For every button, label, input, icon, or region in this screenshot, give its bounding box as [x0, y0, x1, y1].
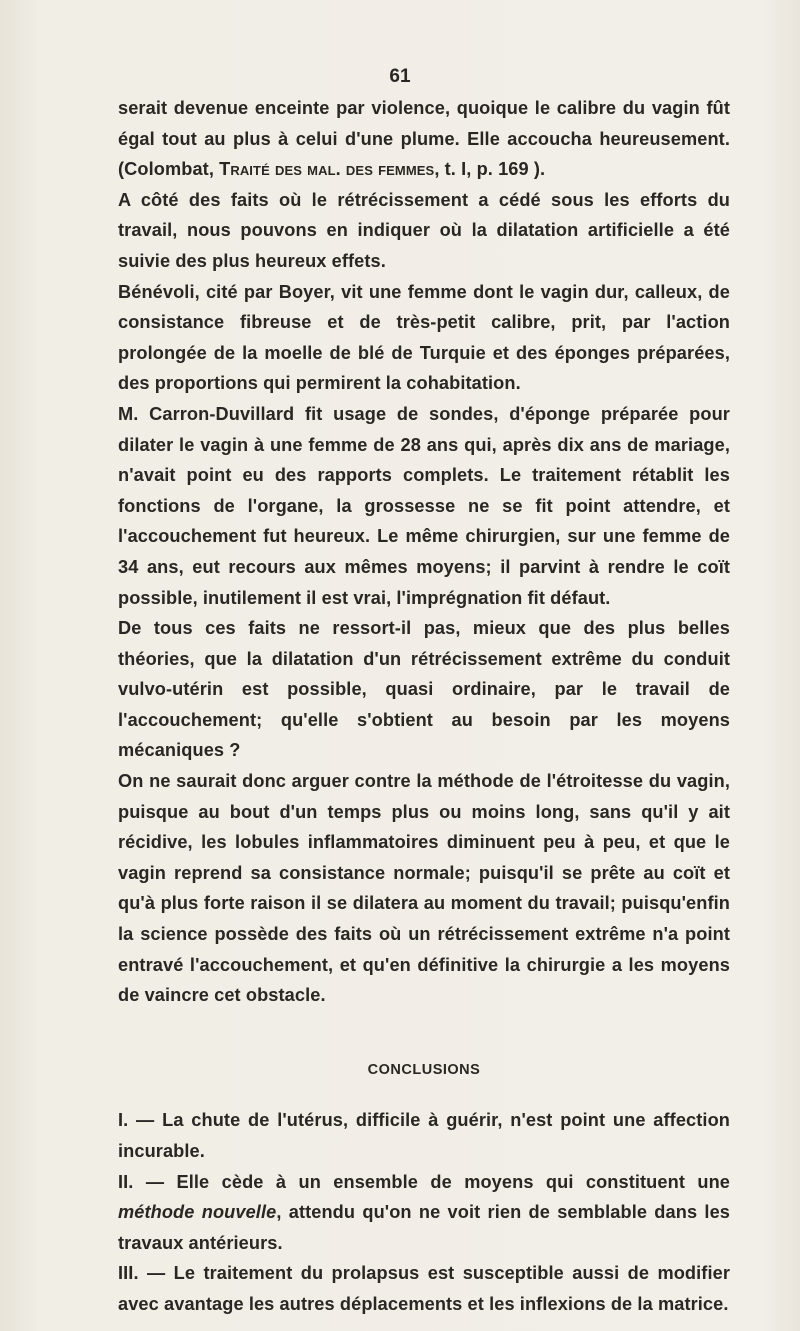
conclusion-2 — [118, 1167, 730, 1259]
paragraph-3: Bénévoli, cité par Boyer, vit une femme dont le vagin dur, calleux, de consistance fibreuse et de très-petit calibre, prit, par l'action prolongée de la moelle de blé de Turquie et des éponges préparées, des proportions qui permirent la cohabitation. — [118, 281, 730, 394]
conclusion-3: III. — Le traitement du prolapsus est susceptible aussi de modifier avec avantage les autres déplacements et les inflexions de la matrice. — [118, 1263, 730, 1314]
paragraph-4: M. Carron-Duvillard fit usage de sondes, d'éponge préparée pour dilater le vagin à une femme de 28 ans qui, après dix ans de mariage, n'avait point eu des rapports complets. Le traitement rétablit les fonctions de l'organe, la grossesse ne se fit point attendre, et l'accouchement fut heureux. Le même chirurgien, sur une femme de 34 ans, eut recours aux mêmes moyens; il parvint à rendre le coït possible, inutilement il est vrai, l'imprégnation fit défaut. — [118, 403, 730, 608]
paragraph-6: On ne saurait donc arguer contre la méthode de l'étroitesse du vagin, puisque au bout d'un temps plus ou moins long, sans qu'il y ait récidive, les lobules inflammatoires diminuent peu à peu, et que le vagin reprend sa consistance normale; puisqu'il se prête au coït et qu'à plus forte raison il se dilatera au moment du travail; puisqu'enfin la science possède des faits où un rétrécissement extrême n'a point entravé l'accouchement, et qu'en définitive la chirurgie a les moyens de vaincre cet obstacle. — [118, 771, 730, 1006]
reference-title: Traité des mal. des femmes — [219, 159, 435, 180]
reference-tail: , t. I, p. 169 ). — [434, 159, 546, 180]
paragraph-5: De tous ces faits ne ressort-il pas, mieux que des plus belles théories, que la dilatation d'un rétrécissement extrême du conduit vulvo-utérin est possible, quasi ordinaire, par le travail de l'accouchement; qu'elle s'obtient au besoin par les moyens mécaniques ? — [118, 618, 730, 761]
conclusions-heading: CONCLUSIONS — [367, 1061, 481, 1078]
paragraph-1 — [118, 93, 730, 185]
body-text — [118, 93, 730, 1320]
page-number: 61 — [389, 66, 411, 87]
conclusion-2-emphasis: méthode nouvelle — [118, 1202, 277, 1223]
conclusion-2-after: , attendu qu'on ne voit rien de semblable dans les travaux antérieurs. — [118, 1202, 730, 1253]
paragraph-1-text: serait devenue enceinte par violence, quoique le calibre du vagin fût égal tout au plus à celui d'une plume. Elle accoucha heureusement. (Colombat, — [118, 98, 730, 180]
conclusion-2-before: II. — Elle cède à un ensemble de moyens qui constituent une — [118, 1171, 730, 1192]
paragraph-2: A côté des faits où le rétrécissement a cédé sous les efforts du travail, nous pouvons en indiquer où la dilatation artificielle a été suivie des plus heureux effets. — [118, 189, 730, 271]
conclusion-1: I. — La chute de l'utérus, difficile à guérir, n'est point une affection incurable. — [118, 1110, 730, 1161]
